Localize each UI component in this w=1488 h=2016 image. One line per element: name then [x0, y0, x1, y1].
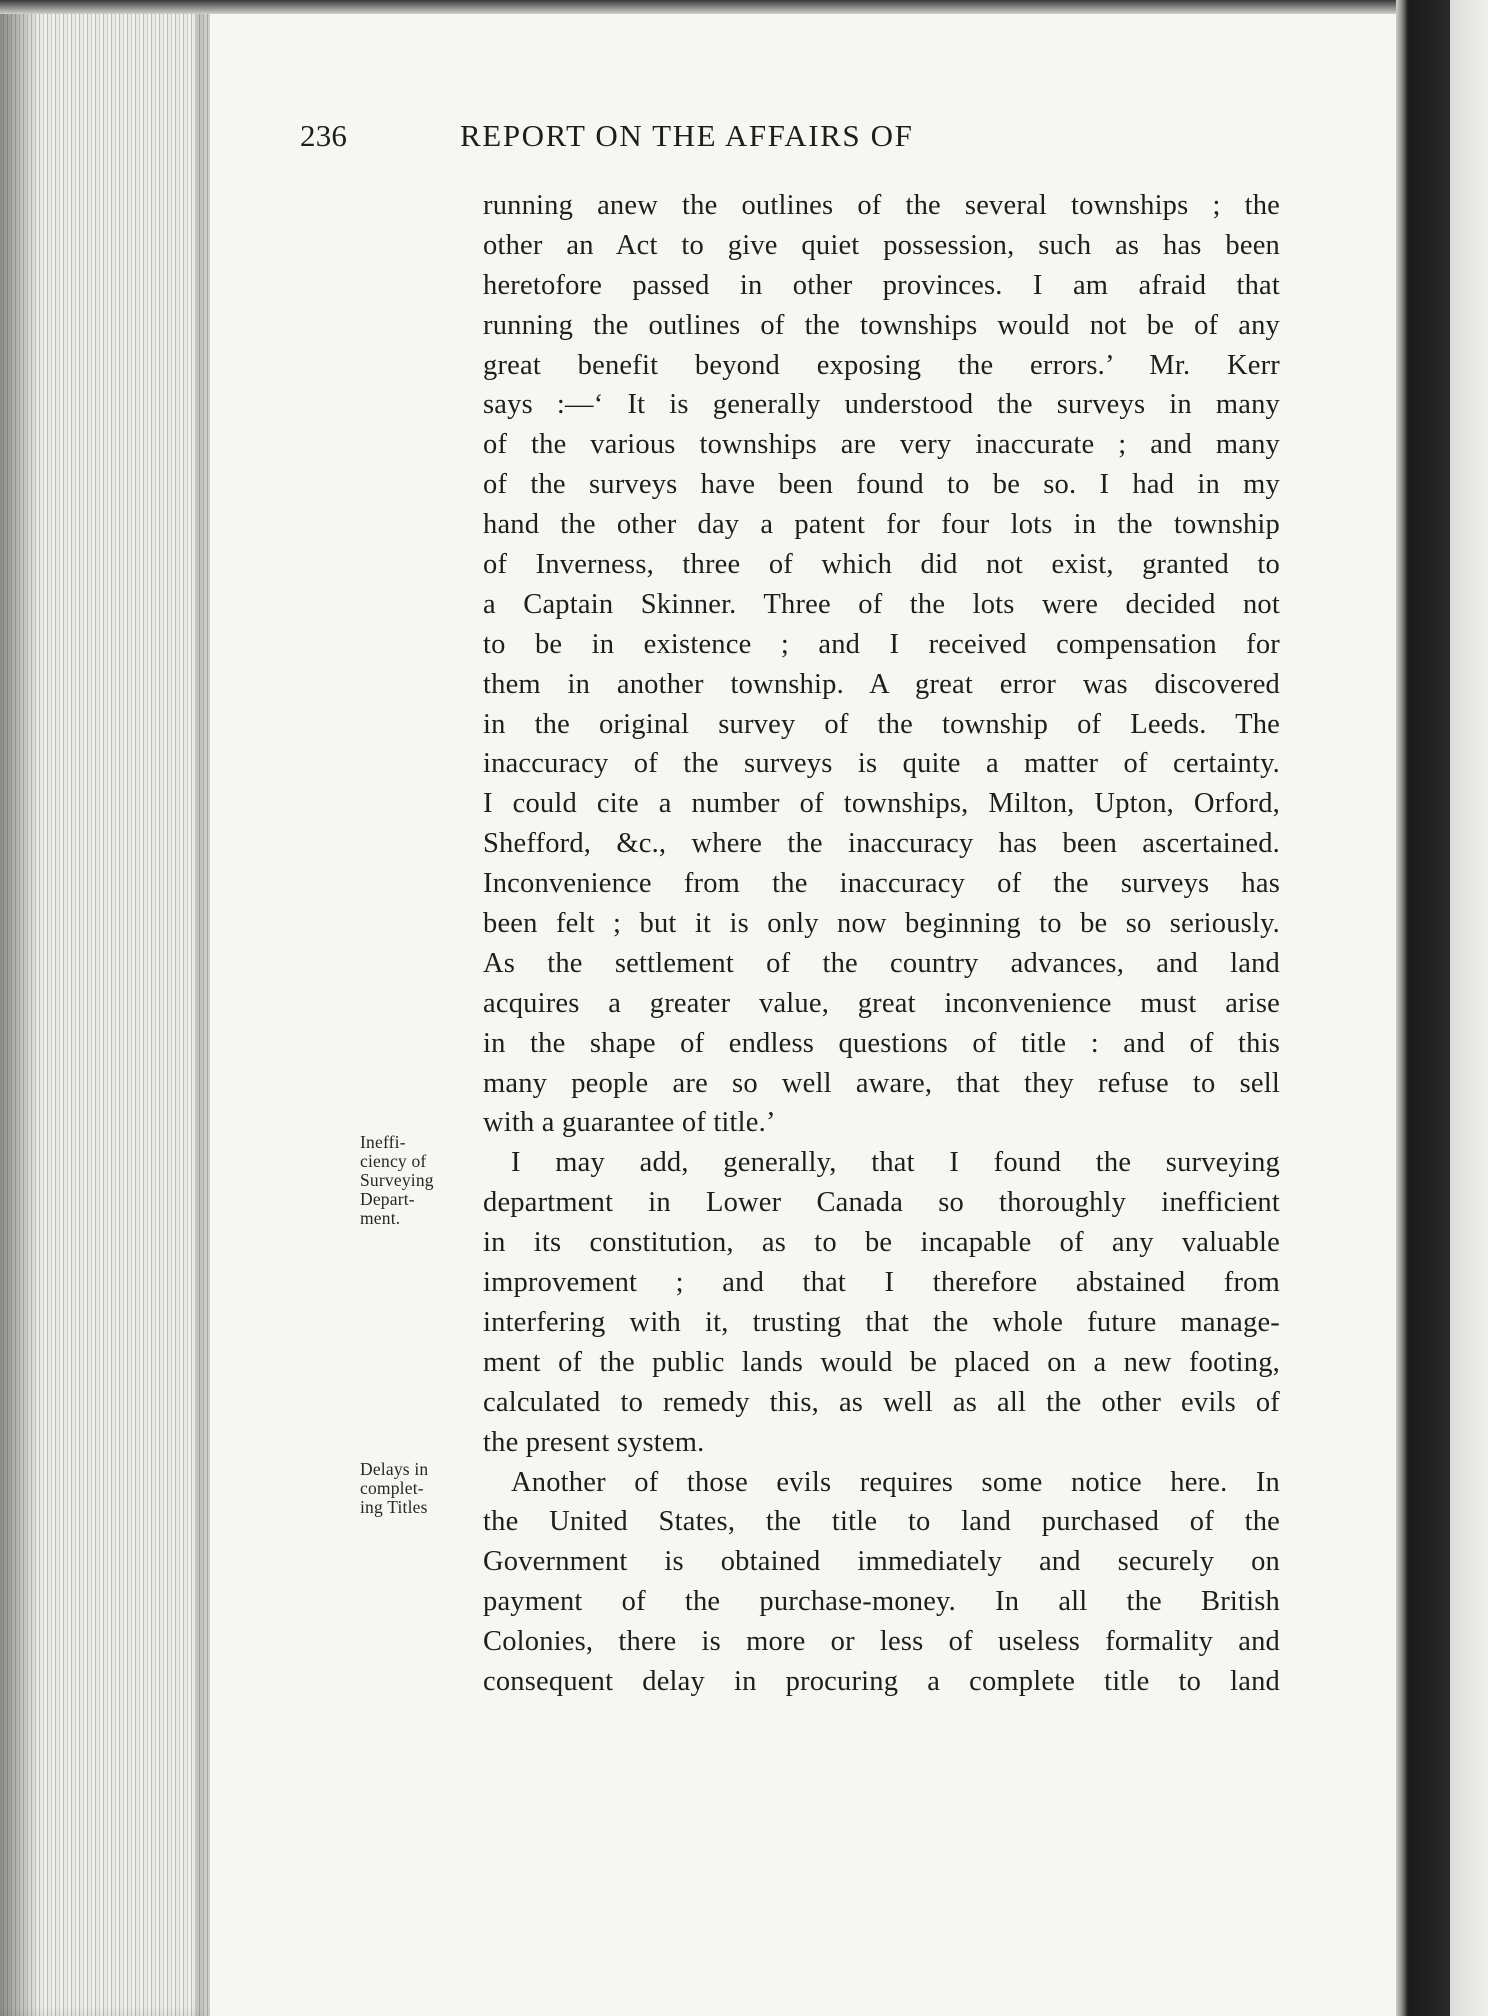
text-line: inaccuracy of the surveys is quite a matter of certainty.: [483, 748, 1280, 780]
text-line: to be in existence ; and I received compensation for: [483, 628, 1280, 660]
text-line: in its constitution, as to be incapable of any valuable: [483, 1227, 1280, 1259]
text-line: great benefit beyond exposing the errors.’ Mr. Kerr: [483, 349, 1280, 381]
text-line: Inconvenience from the inaccuracy of the surveys has: [483, 868, 1280, 900]
text-line: Colonies, there is more or less of useless formality and: [483, 1626, 1280, 1658]
sidenote-surveying: [360, 1133, 470, 1228]
text-line: As the settlement of the country advances, and land: [483, 947, 1280, 979]
sidenote-line: Delays in: [360, 1459, 429, 1479]
sidenote-line: Depart-: [360, 1189, 415, 1209]
text-line: Government is obtained immediately and securely on: [483, 1546, 1280, 1578]
text-line: running anew the outlines of the several townships ; the: [483, 190, 1280, 221]
text-line: them in another township. A great error was discovered: [483, 668, 1280, 700]
text-line: heretofore passed in other provinces. I am afraid that: [483, 269, 1280, 301]
sidenote-line: Ineffi-: [360, 1132, 406, 1152]
paragraph-surveying-department: [483, 1143, 1280, 1462]
sidenote-line: complet-: [360, 1478, 424, 1498]
paragraph-quote-continuation: [483, 186, 1280, 1143]
text-line: improvement ; and that I therefore abstained from: [483, 1267, 1280, 1299]
top-scan-edge: [0, 0, 1488, 14]
text-line: of the various townships are very inaccurate ; and many: [483, 429, 1280, 461]
text-line: the present system.: [483, 1426, 705, 1458]
sidenote-titles: [360, 1460, 470, 1517]
text-line: I could cite a number of townships, Milton, Upton, Orford,: [483, 788, 1280, 820]
text-line: Shefford, &c., where the inaccuracy has been ascertained.: [483, 828, 1280, 860]
text-line: with a guarantee of title.’: [483, 1107, 776, 1139]
sidenote-line: ment.: [360, 1208, 401, 1228]
text-line: the United States, the title to land purchased of the: [483, 1506, 1280, 1538]
right-margin-strip: [1450, 0, 1488, 2016]
text-line: of the surveys have been found to be so. I had in my: [483, 469, 1280, 501]
text-line: of Inverness, three of which did not exist, granted to: [483, 549, 1280, 581]
text-line: running the outlines of the townships would not be of any: [483, 309, 1280, 341]
text-line: ment of the public lands would be placed on a new footing,: [483, 1346, 1280, 1378]
text-line: in the shape of endless questions of title : and of this: [483, 1027, 1280, 1059]
left-shadow: [0, 0, 40, 2016]
sidenote-line: ciency of: [360, 1151, 427, 1171]
text-line: consequent delay in procuring a complete title to land: [483, 1665, 1280, 1697]
text-line: I may add, generally, that I found the surveying: [511, 1147, 1280, 1179]
text-line: many people are so well aware, that they refuse to sell: [483, 1067, 1280, 1099]
text-line: department in Lower Canada so thoroughly inefficient: [483, 1187, 1280, 1219]
sidenote-line: ing Titles: [360, 1497, 428, 1517]
text-line: hand the other day a patent for four lots in the township: [483, 509, 1280, 541]
text-line: payment of the purchase-money. In all the British: [483, 1586, 1280, 1618]
page-number: 236: [300, 118, 348, 153]
text-line: acquires a greater value, great inconvenience must arise: [483, 987, 1280, 1019]
sidenote-line: Surveying: [360, 1170, 434, 1190]
text-line: in the original survey of the township of Leeds. The: [483, 708, 1280, 740]
running-header: [300, 118, 1180, 166]
paragraph-delays-in-titles: [483, 1463, 1280, 1702]
text-line: says :—‘ It is generally understood the surveys in many: [483, 389, 1280, 421]
body-text: [483, 186, 1280, 1702]
text-line: interfering with it, trusting that the whole future manage-: [483, 1306, 1280, 1338]
text-line: calculated to remedy this, as well as all the other evils of: [483, 1386, 1280, 1418]
text-line: been felt ; but it is only now beginning to be so seriously.: [483, 908, 1280, 940]
text-line: Another of those evils requires some notice here. In: [511, 1466, 1280, 1498]
text-line: a Captain Skinner. Three of the lots were decided not: [483, 588, 1280, 620]
text-line: other an Act to give quiet possession, such as has been: [483, 229, 1280, 261]
running-title: REPORT ON THE AFFAIRS OF: [460, 118, 914, 153]
